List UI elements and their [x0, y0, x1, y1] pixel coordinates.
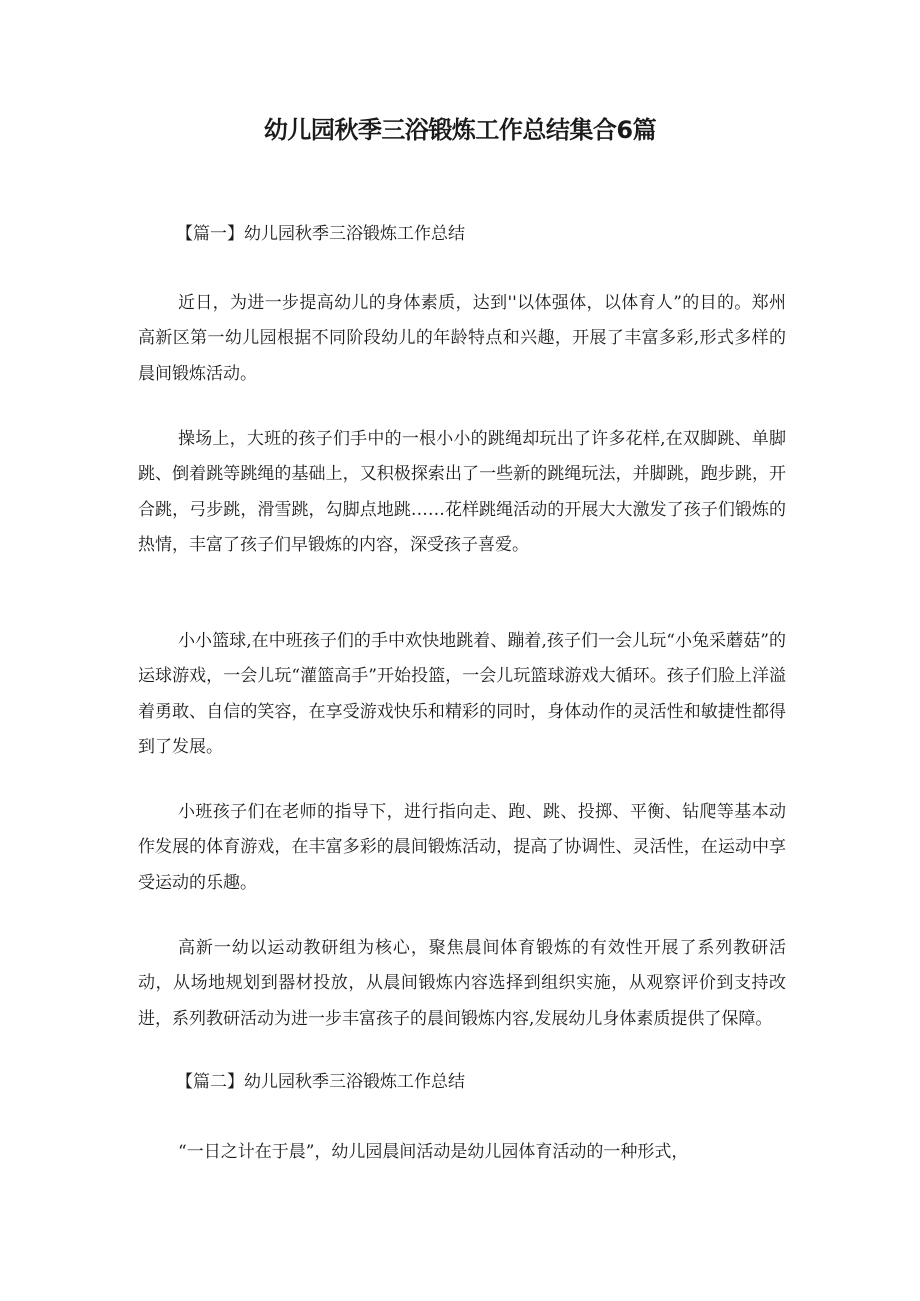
paragraph: “一日之计在于晨”，幼儿园晨间活动是幼儿园体育活动的一种形式，: [178, 1142, 689, 1162]
paragraph: 近日，为进一步提高幼儿的身体素质，达到''以体强体，以体育人”的目的。郑州高新区第一幼儿园根据不同阶段幼儿的年龄特点和兴趣，开展了丰富多彩,形式多样的晨间锻炼活动。: [138, 293, 786, 384]
section-heading-1: 【篇一】幼儿园秋季三浴锻炼工作总结: [176, 224, 465, 244]
document-title: 幼儿园秋季三浴锻炼工作总结集合6篇: [263, 116, 657, 144]
paragraph: 小小篮球,在中班孩子们的手中欢快地跳着、蹦着,孩子们一会儿玩“小兔采蘑菇”的运球游戏，一会儿玩“灌篮高手”开始投篮，一会儿玩篮球游戏大循环。孩子们脸上洋溢着勇敢、自信的笑容，在享受游戏快乐和精彩的同时，身体动作的灵活性和敏捷性都得到了发展。: [138, 631, 786, 757]
paragraph: 高新一幼以运动教研组为核心，聚焦晨间体育锻炼的有效性开展了系列教研活动，从场地规划到器材投放，从晨间锻炼内容选择到组织实施，从观察评价到支持改进，系列教研活动为进一步丰富孩子的晨间锻炼内容,发展幼儿身体素质提供了保障。: [138, 938, 786, 1029]
paragraph: 操场上，大班的孩子们手中的一根小小的跳绳却玩出了许多花样,在双脚跳、单脚跳、倒着跳等跳绳的基础上，又积极探索出了一些新的跳绳玩法，并脚跳，跑步跳，开合跳，弓步跳，滑雪跳，勾脚点地跳……花样跳绳活动的开展大大激发了孩子们锻炼的热情，丰富了孩子们早锻炼的内容，深受孩子喜爱。: [138, 429, 786, 555]
section-heading-2: 【篇二】幼儿园秋季三浴锻炼工作总结: [176, 1072, 465, 1092]
paragraph: 小班孩子们在老师的指导下，进行指向走、跑、跳、投掷、平衡、钻爬等基本动作发展的体育游戏，在丰富多彩的晨间锻炼活动，提高了协调性、灵活性，在运动中享受运动的乐趣。: [138, 802, 786, 893]
